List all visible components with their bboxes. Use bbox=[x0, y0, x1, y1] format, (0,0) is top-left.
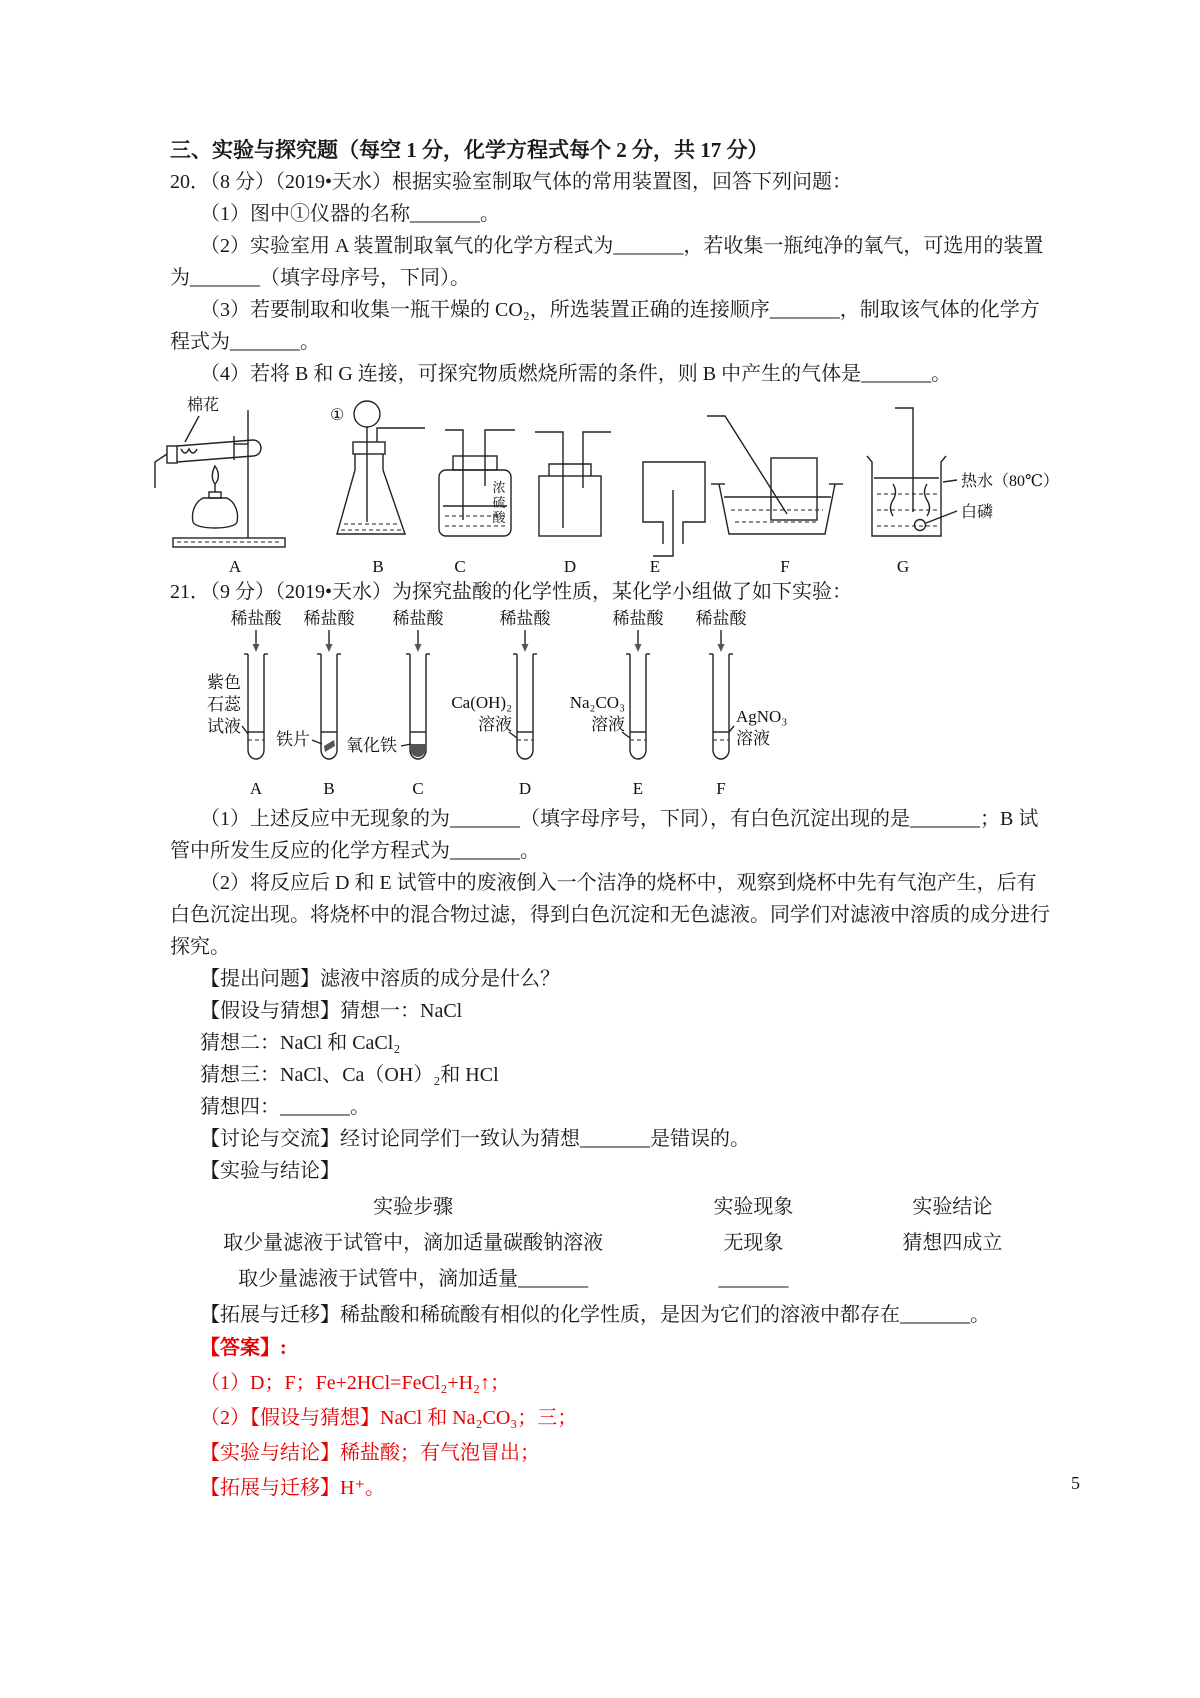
cotton-wool bbox=[181, 449, 197, 453]
q21-stem: 21．（9 分）（2019•天水）为探究盐酸的化学性质，某化学小组做了如下实验： bbox=[170, 581, 853, 603]
q20-item-2: （2）实验室用 A 装置制取氧气的化学方程式为_______，若收集一瓶纯净的氧气，可选用的装置为_______（填字母序号，下同）。 bbox=[170, 235, 1044, 289]
collecting-bottle-in-trough bbox=[771, 458, 817, 520]
inquiry-hypothesis-3: 猜想三：NaCl、Ca（OH）₂和 HCl bbox=[200, 1064, 499, 1086]
tube-a-bottom bbox=[248, 750, 264, 759]
q21-item-2: （2）将反应后 D 和 E 试管中的废液倒入一个洁净的烧杯中，观察到烧杯中先有气泡产生，后有白色沉淀出现。将烧杯中的混合物过滤，得到白色沉淀和无色滤液。同学们对滤液中溶质的成分进行探究。 bbox=[170, 872, 1050, 958]
calcium-hydroxide-label: Ca(OH)₂ bbox=[451, 693, 512, 712]
device-label-f: F bbox=[780, 557, 790, 576]
test-tube-top bbox=[177, 440, 253, 446]
beaker-tube bbox=[895, 408, 913, 512]
iron-label: 铁片 bbox=[276, 730, 310, 749]
apparatus-d-collecting-bottle bbox=[535, 432, 611, 536]
page-number: 5 bbox=[1071, 1473, 1080, 1493]
content-area bbox=[170, 134, 1059, 1506]
beaker bbox=[867, 456, 946, 536]
litmus-label-3: 试液 bbox=[207, 717, 241, 736]
answer-line-1: （1）D；F；Fe+2HCl=FeCl₂+H₂↑； bbox=[200, 1372, 511, 1394]
table-cell-step-1: 取少量滤液于试管中，滴加适量碳酸钠溶液 bbox=[223, 1232, 604, 1254]
section-title: 三、实验与探究题（每空 1 分，化学方程式每个 2 分，共 17 分） bbox=[170, 138, 769, 162]
thistle-funnel-bulb bbox=[354, 401, 380, 427]
apparatus-e-inverted-bottle bbox=[643, 462, 705, 556]
table-header-phenomenon: 实验现象 bbox=[713, 1196, 794, 1218]
litmus-label-1: 紫色 bbox=[207, 673, 241, 692]
tube-d-bottom bbox=[517, 750, 533, 759]
table-row bbox=[170, 1261, 1054, 1297]
q20-item-1: （1）图中①仪器的名称_______。 bbox=[200, 203, 500, 225]
test-tube-end bbox=[253, 440, 261, 456]
stopper bbox=[167, 446, 177, 463]
acid-label-c: 稀盐酸 bbox=[392, 609, 444, 628]
arrowhead-d bbox=[522, 644, 529, 652]
sodium-carbonate-leader bbox=[622, 732, 630, 738]
litmus-leader bbox=[242, 726, 248, 734]
device-label-e: E bbox=[649, 557, 661, 576]
q20-stem: 20．（8 分）（2019•天水）根据实验室制取气体的常用装置图，回答下列问题： bbox=[170, 171, 853, 193]
q20-item-3: （3）若要制取和收集一瓶干燥的 CO₂，所选装置正确的连接顺序_______，制取该气体的化学方程式为_______。 bbox=[170, 299, 1040, 353]
acid-label-b: 稀盐酸 bbox=[303, 609, 355, 628]
inquiry-question: 【提出问题】滤液中溶质的成分是什么？ bbox=[200, 968, 560, 990]
arrowhead-c bbox=[415, 644, 422, 652]
alcohol-lamp-body bbox=[192, 498, 237, 528]
acid-label-d: 稀盐酸 bbox=[499, 609, 551, 628]
test-tubes-figure bbox=[188, 608, 828, 803]
tube-label-b: B bbox=[323, 779, 335, 798]
table-cell-conclusion-1: 猜想四成立 bbox=[902, 1232, 1003, 1254]
vapor-squiggle-2 bbox=[925, 484, 930, 516]
answer-line-4: 【拓展与迁移】H⁺。 bbox=[200, 1477, 385, 1499]
flask-delivery-tube bbox=[377, 428, 425, 442]
acid-label-a: 稀盐酸 bbox=[230, 609, 282, 628]
table-cell-phenomenon-1: 无现象 bbox=[723, 1232, 784, 1254]
flask-stopper bbox=[353, 442, 385, 454]
white-phosphorus bbox=[915, 520, 926, 531]
apparatus-f-water-trough bbox=[707, 416, 843, 534]
inquiry-hypothesis-4: 猜想四：_______。 bbox=[200, 1096, 370, 1118]
inquiry-discussion: 【讨论与交流】经讨论同学们一致认为猜想_______是错误的。 bbox=[200, 1128, 750, 1150]
silver-nitrate-label: AgNO₃ bbox=[736, 707, 788, 726]
apparatus-figure bbox=[115, 394, 1065, 576]
device-label-d: D bbox=[563, 557, 577, 576]
tube-f-bottom bbox=[713, 750, 729, 759]
table-cell-conclusion-2 bbox=[851, 1261, 1054, 1297]
calcium-hydroxide-label-2: 溶液 bbox=[478, 715, 512, 734]
arrowhead-a bbox=[253, 644, 260, 652]
table-header-steps: 实验步骤 bbox=[373, 1196, 454, 1218]
table-cell-phenomenon-2: _______ bbox=[718, 1268, 789, 1290]
phosphorus-label: 白磷 bbox=[961, 504, 994, 521]
washing-bottle-cap bbox=[453, 456, 497, 470]
delivery-tube bbox=[155, 454, 167, 488]
arrowhead-b bbox=[326, 644, 333, 652]
extension-paragraph: 【拓展与迁移】稀盐酸和稀硫酸有相似的化学性质，是因为它们的溶液中都存在_______。 bbox=[200, 1304, 990, 1326]
vapor-squiggle-1 bbox=[891, 484, 896, 516]
cotton-leader-line bbox=[185, 416, 199, 442]
circle-one-label: ① bbox=[330, 407, 345, 424]
test-tube-d bbox=[500, 609, 552, 759]
litmus-label-2: 石蕊 bbox=[207, 695, 241, 714]
tube-label-d: D bbox=[518, 779, 532, 798]
device-label-b: B bbox=[372, 557, 384, 576]
tube-e-bottom bbox=[630, 750, 646, 759]
q21-item-1: （1）上述反应中无现象的为_______（填字母序号，下同），有白色沉淀出现的是_______；B 试管中所发生反应的化学方程式为_______。 bbox=[170, 808, 1039, 862]
tube-b-bottom bbox=[321, 750, 337, 759]
acid-label-e: 稀盐酸 bbox=[612, 609, 664, 628]
acid-char-1: 浓 bbox=[492, 480, 506, 495]
table-header-conclusion: 实验结论 bbox=[912, 1196, 993, 1218]
test-tube-c bbox=[393, 609, 445, 759]
device-label-a: A bbox=[228, 557, 242, 576]
device-label-c: C bbox=[454, 557, 466, 576]
answer-block bbox=[170, 1331, 1054, 1506]
tube-label-f: F bbox=[716, 779, 726, 798]
q20-item-4: （4）若将 B 和 G 连接，可探究物质燃烧所需的条件，则 B 中产生的气体是_______。 bbox=[200, 363, 952, 385]
table-header-row bbox=[170, 1189, 1054, 1225]
inquiry-hypothesis-1: 【假设与猜想】猜想一：NaCl bbox=[200, 1000, 463, 1022]
answer-line-2: （2）【假设与猜想】NaCl 和 Na₂CO₃；三； bbox=[200, 1407, 578, 1429]
tube-label-a: A bbox=[249, 779, 263, 798]
tube-label-e: E bbox=[632, 779, 644, 798]
hot-water-label: 热水（80℃） bbox=[961, 473, 1059, 490]
gas-bottle-mouth bbox=[549, 464, 591, 476]
device-label-g: G bbox=[896, 557, 910, 576]
arrowhead-e bbox=[635, 644, 642, 652]
acid-char-3: 酸 bbox=[492, 510, 506, 525]
apparatus-c-washing-bottle bbox=[439, 430, 515, 536]
answer-line-3: 【实验与结论】稀盐酸；有气泡冒出； bbox=[200, 1442, 540, 1464]
experiment-table bbox=[170, 1189, 1054, 1297]
silver-nitrate-leader bbox=[729, 726, 734, 732]
iron-oxide-label: 氧化铁 bbox=[346, 736, 397, 755]
lamp-cap bbox=[209, 492, 221, 498]
hot-water-leader bbox=[943, 480, 957, 482]
trough-delivery-tube bbox=[707, 416, 787, 514]
calcium-hydroxide-leader bbox=[509, 732, 517, 738]
silver-nitrate-label-2: 溶液 bbox=[736, 729, 770, 748]
inquiry-hypothesis-2: 猜想二：NaCl 和 CaCl₂ bbox=[200, 1032, 401, 1054]
sodium-carbonate-label: Na₂CO₃ bbox=[569, 693, 625, 712]
iron-piece bbox=[324, 740, 335, 752]
table-row bbox=[170, 1225, 1054, 1261]
iron-oxide-powder bbox=[410, 744, 426, 757]
answer-heading: 【答案】: bbox=[200, 1337, 287, 1359]
gas-bottle bbox=[539, 476, 601, 536]
table-cell-step-2: 取少量滤液于试管中，滴加适量_______ bbox=[238, 1268, 589, 1290]
inquiry-experiment-heading: 【实验与结论】 bbox=[200, 1160, 340, 1182]
test-tube-bottom bbox=[177, 456, 253, 462]
lamp-flame bbox=[212, 466, 218, 484]
arrowhead-f bbox=[718, 644, 725, 652]
sodium-carbonate-label-2: 溶液 bbox=[591, 715, 625, 734]
short-tube bbox=[583, 432, 611, 488]
inverted-bottle bbox=[643, 462, 705, 544]
test-tube-e bbox=[613, 609, 665, 759]
acid-char-2: 硫 bbox=[492, 495, 506, 510]
apparatus-a-heating-setup bbox=[155, 395, 285, 547]
acid-label-f: 稀盐酸 bbox=[695, 609, 747, 628]
tube-label-c: C bbox=[412, 779, 424, 798]
apparatus-g-beaker bbox=[867, 408, 1059, 536]
cotton-label: 棉花 bbox=[186, 397, 220, 414]
apparatus-b-flask-setup bbox=[330, 401, 425, 534]
